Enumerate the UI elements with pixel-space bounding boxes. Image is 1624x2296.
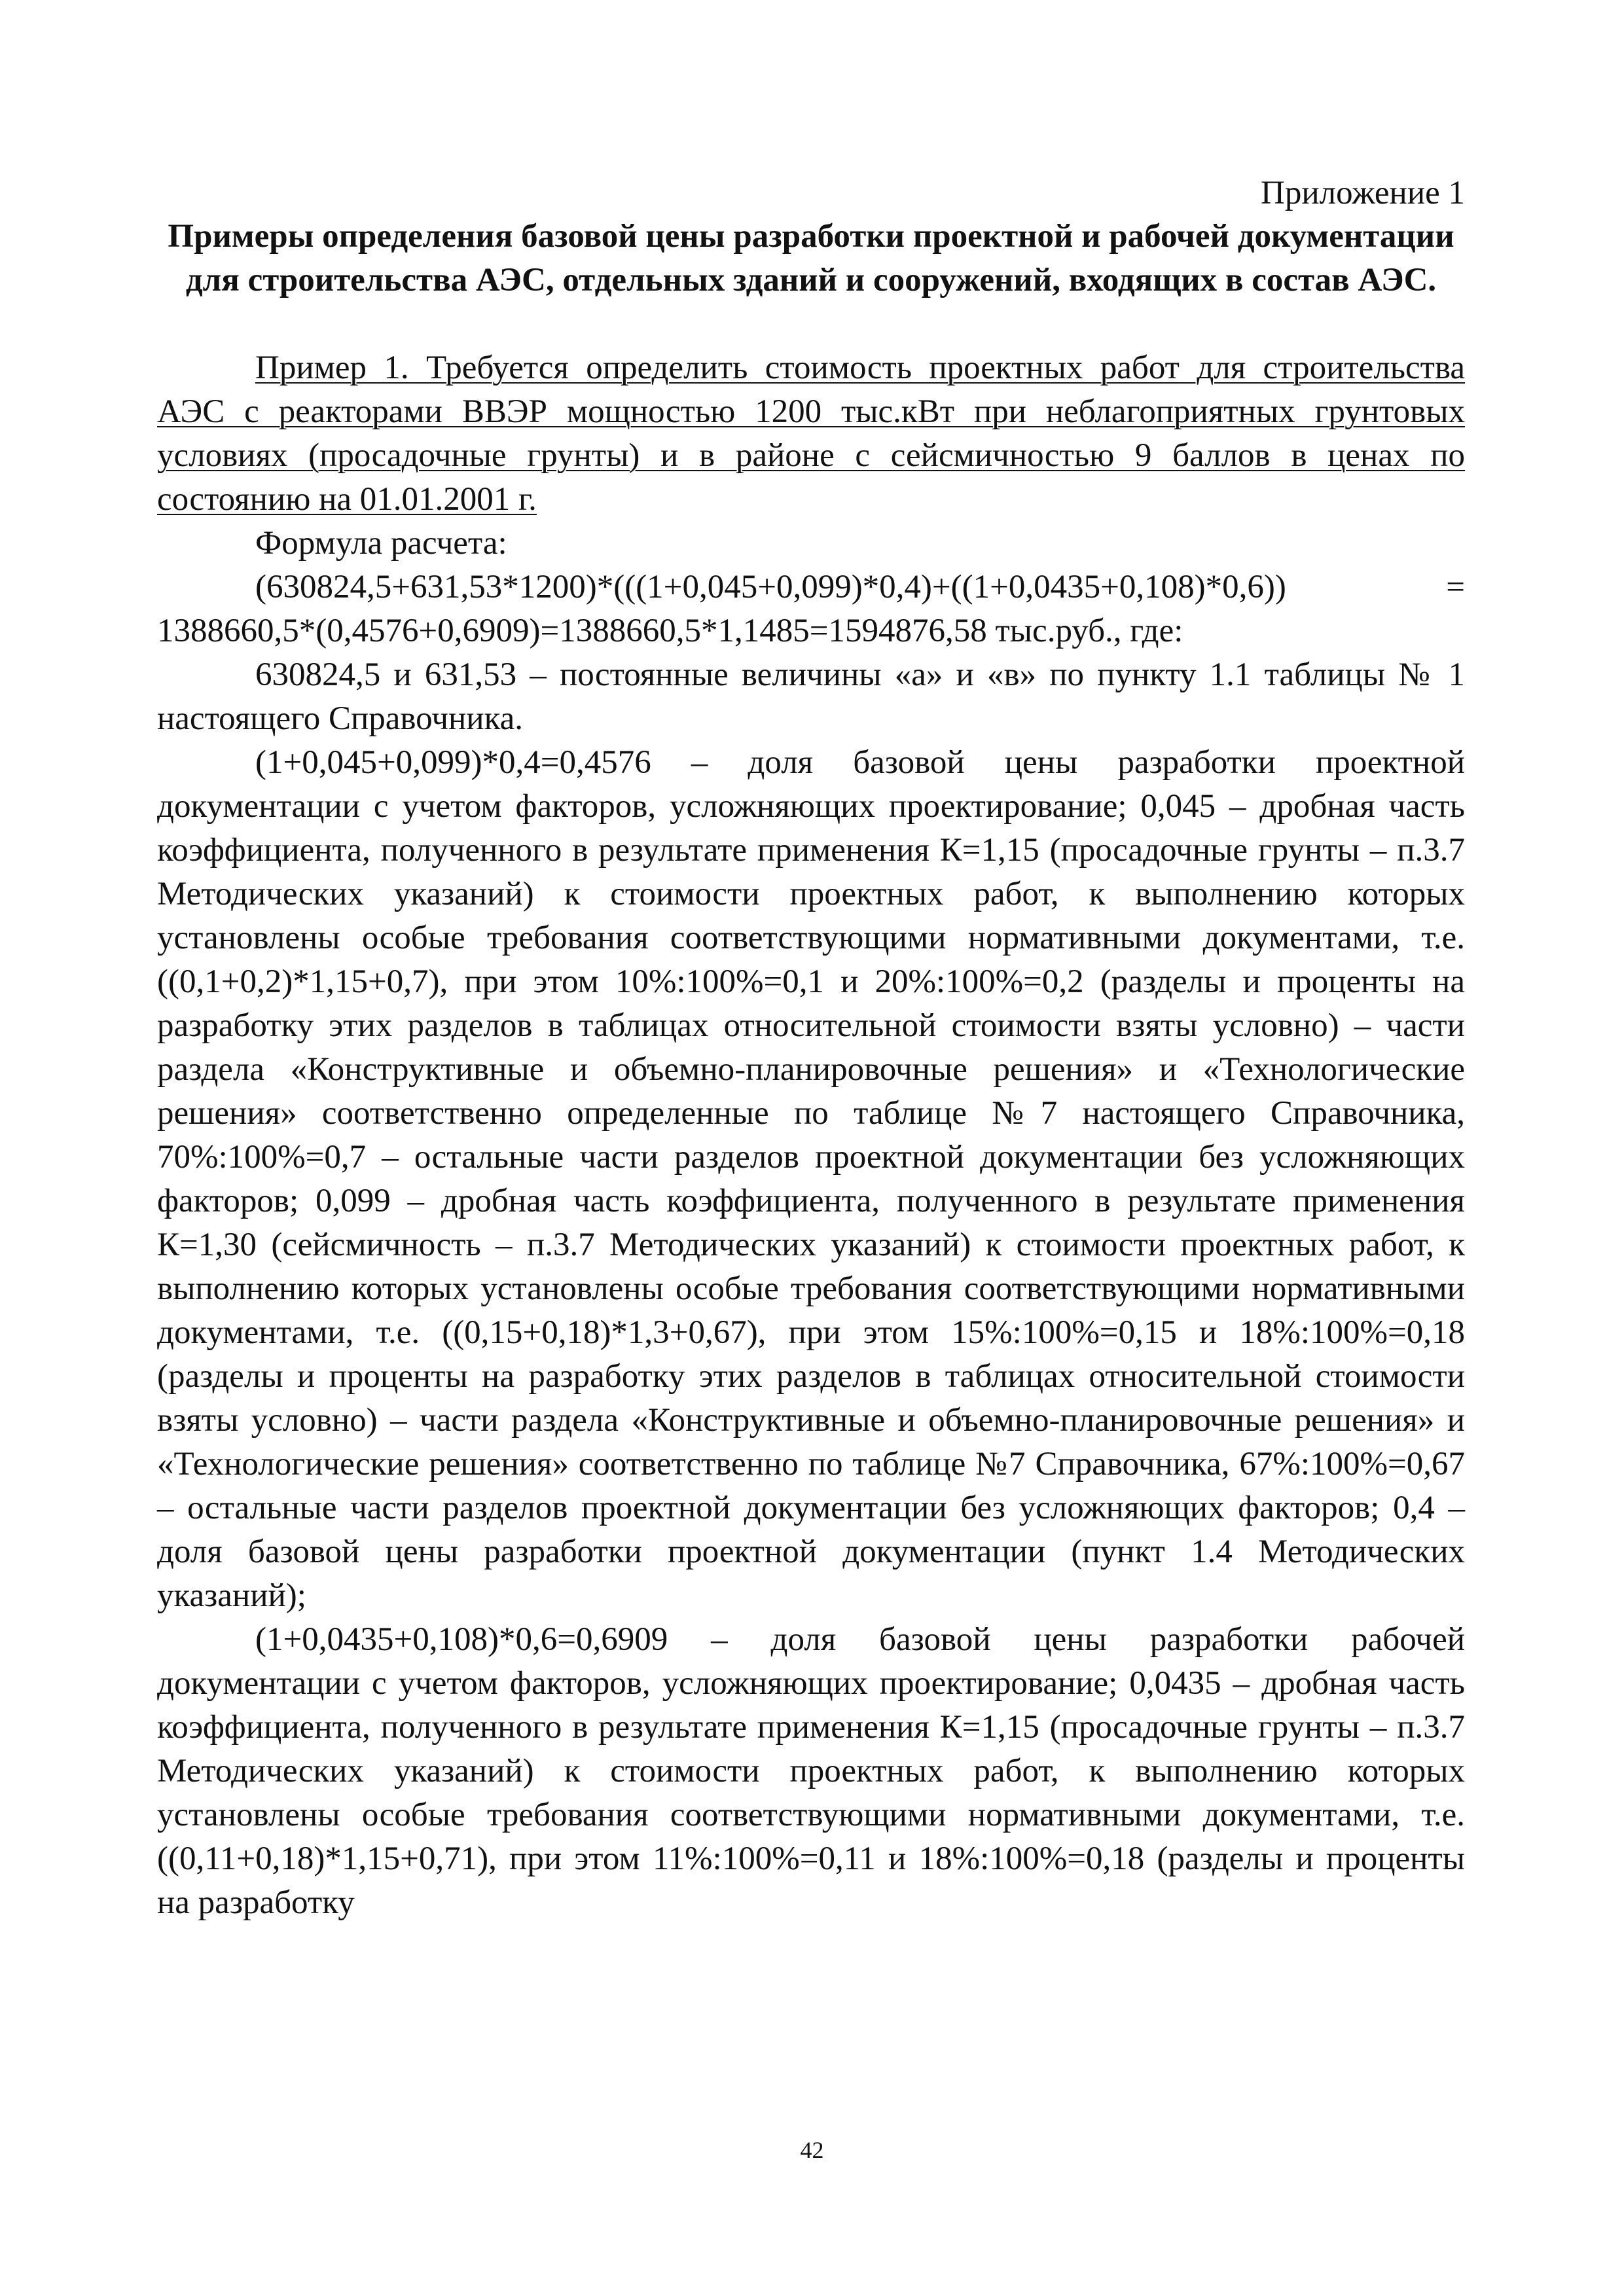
constants-explanation: 630824,5 и 631,53 – постоянные величины «а» и «в» по пункту 1.1 таблицы № 1 настоящего Справочника. bbox=[157, 656, 1465, 737]
page-content bbox=[157, 171, 1465, 1925]
working-share-explanation: (1+0,0435+0,108)*0,6=0,6909 – доля базовой цены разработки рабочей документации с учетом факторов, усложняющих проектирование; 0,0435 – дробная часть коэффициента, полученного в результате применения К=1,15 (просадочные грунты – п.3.7 Методических указаний) к стоимости проектных работ, к выполнению которых установлены особые требования соответствующими нормативными документами, т.е. ((0,11+0,18)*1,15+0,71), при этом 11%:100%=0,11 и 18%:100%=0,18 (разделы и проценты на разработку bbox=[157, 1621, 1465, 1921]
example-statement: Пример 1. Требуется определить стоимость проектных работ для строительства АЭС с реакторами ВВЭР мощностью 1200 тыс.кВт при неблагоприятных грунтовых условиях (просадочные грунты) и в районе с сейсмичностью 9 баллов в ценах по состоянию на 01.01.2001 г. bbox=[157, 350, 1465, 518]
document-title: Примеры определения базовой цены разработки проектной и рабочей документации для строительства АЭС, отдельных зданий и сооружений, входящих в состав АЭС. bbox=[168, 218, 1454, 298]
title-spacer bbox=[157, 302, 1465, 346]
formula-label: Формула расчета: bbox=[255, 525, 507, 562]
formula-calculation: (630824,5+631,53*1200)*(((1+0,045+0,099)*0,4)+((1+0,0435+0,108)*0,6)) = 1388660,5*(0,4576+0,6909)=1388660,5*1,1485=1594876,58 тыс.руб., где: bbox=[157, 569, 1465, 649]
appendix-label: Приложение 1 bbox=[1261, 175, 1465, 211]
project-share-explanation: (1+0,045+0,099)*0,4=0,4576 – доля базовой цены разработки проектной документации с учетом факторов, усложняющих проектирование; 0,045 – дробная часть коэффициента, полученного в результате применения К=1,15 (просадочные грунты – п.3.7 Методических указаний) к стоимости проектных работ, к выполнению которых установлены особые требования соответствующими нормативными документами, т.е. ((0,1+0,2)*1,15+0,7), при этом 10%:100%=0,1 и 20%:100%=0,2 (разделы и проценты на разработку этих разделов в таблицах относительной стоимости взяты условно) – части раздела «Конструктивные и объемно-планировочные решения» и «Технологические решения» соответственно определенные по таблице №7 настоящего Справочника, 70%:100%=0,7 – остальные части разделов проектной документации без усложняющих факторов; 0,099 – дробная часть коэффициента, полученного в результате применения К=1,30 (сейсмичность – п.3.7 Методических указаний) к стоимости проектных работ, к выполнению которых установлены особые требования соответствующими нормативными документами, т.е. ((0,15+0,18)*1,3+0,67), при этом 15%:100%=0,15 и 18%:100%=0,18 (разделы и проценты на разработку этих разделов в таблицах относительной стоимости взяты условно) – части раздела «Конструктивные и объемно-планировочные решения» и «Технологические решения» соответственно по таблице №7 Справочника, 67%:100%=0,67 – остальные части разделов проектной документации без усложняющих факторов; 0,4 – доля базовой цены разработки проектной документации (пункт 1.4 Методических указаний); bbox=[157, 744, 1465, 1614]
page-number: 42 bbox=[800, 2137, 824, 2163]
